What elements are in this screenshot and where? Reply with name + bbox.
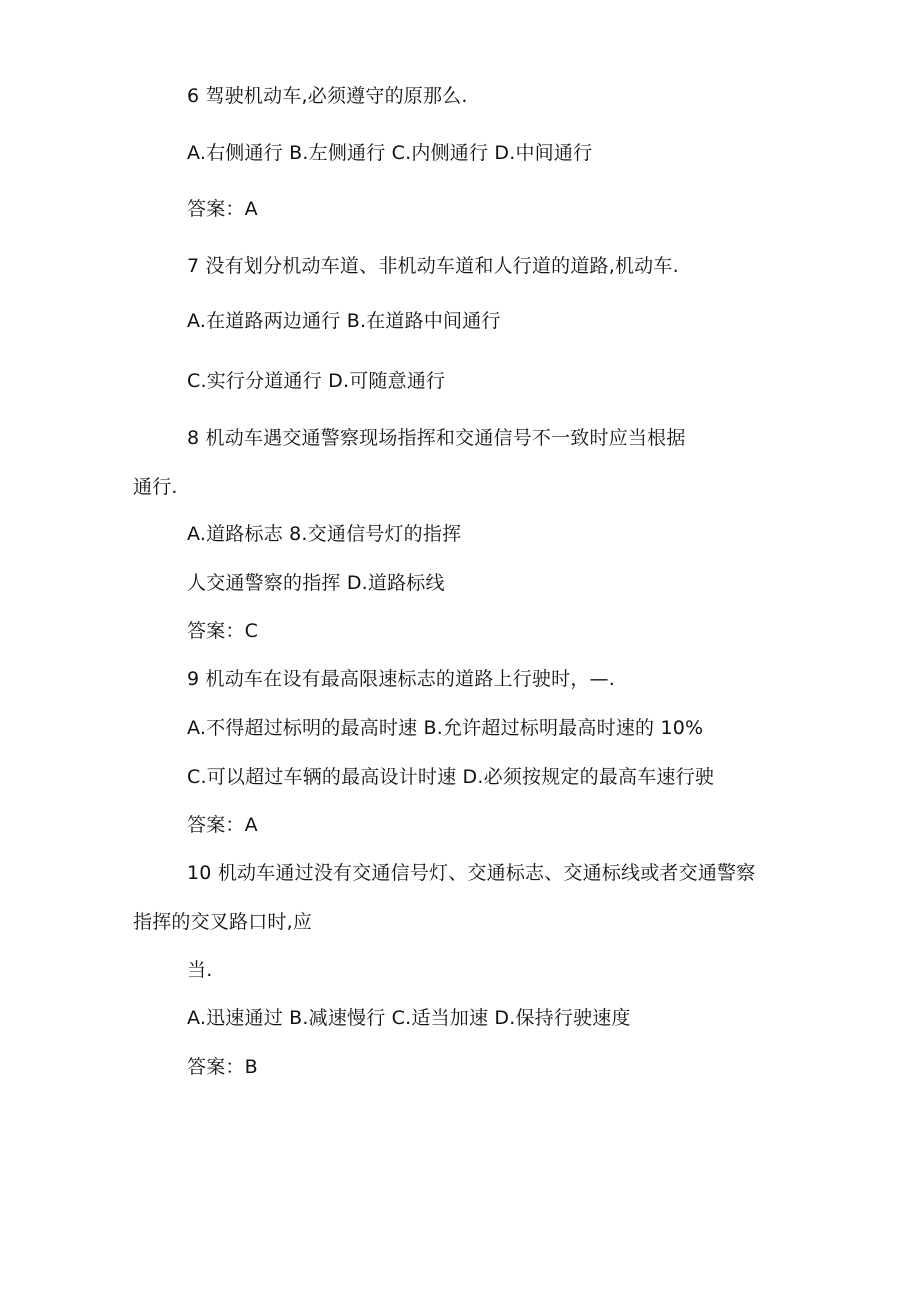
question-10-answer: 答案：B bbox=[187, 1056, 258, 1078]
question-10-text-cont: 指挥的交叉路口时,应 bbox=[133, 911, 313, 933]
question-7-text: 7 没有划分机动车道、非机动车道和人行道的道路,机动车. bbox=[187, 255, 679, 277]
question-9-text: 9 机动车在设有最高限速标志的道路上行驶时，—. bbox=[187, 668, 615, 690]
question-7-options-ab: A.在道路两边通行 B.在道路中间通行 bbox=[187, 310, 501, 332]
question-10-options: A.迅速通过 B.减速慢行 C.适当加速 D.保持行驶速度 bbox=[187, 1007, 631, 1029]
question-9-options-ab: A.不得超过标明的最高时速 B.允许超过标明最高时速的 10% bbox=[187, 717, 704, 739]
question-6-text: 6 驾驶机动车,必须遵守的原那么. bbox=[187, 85, 468, 107]
question-8-options-cd: 人交通警察的指挥 D.道路标线 bbox=[187, 572, 445, 594]
question-9-options-cd: C.可以超过车辆的最高设计时速 D.必须按规定的最高车速行驶 bbox=[187, 766, 715, 788]
question-6-options: A.右侧通行 B.左侧通行 C.内侧通行 D.中间通行 bbox=[187, 142, 593, 164]
question-8-answer: 答案：C bbox=[187, 620, 259, 642]
question-7-options-cd: C.实行分道通行 D.可随意通行 bbox=[187, 370, 446, 392]
question-10-text: 10 机动车通过没有交通信号灯、交通标志、交通标线或者交通警察 bbox=[187, 862, 756, 884]
question-8-text: 8 机动车遇交通警察现场指挥和交通信号不一致时应当根据 bbox=[187, 427, 686, 449]
question-8-options-ab: A.道路标志 8.交通信号灯的指挥 bbox=[187, 523, 462, 545]
question-9-answer: 答案：A bbox=[187, 814, 258, 836]
question-6-answer: 答案：A bbox=[187, 198, 258, 220]
question-8-text-cont: 通行. bbox=[133, 476, 178, 498]
question-10-text-end: 当. bbox=[187, 959, 213, 981]
